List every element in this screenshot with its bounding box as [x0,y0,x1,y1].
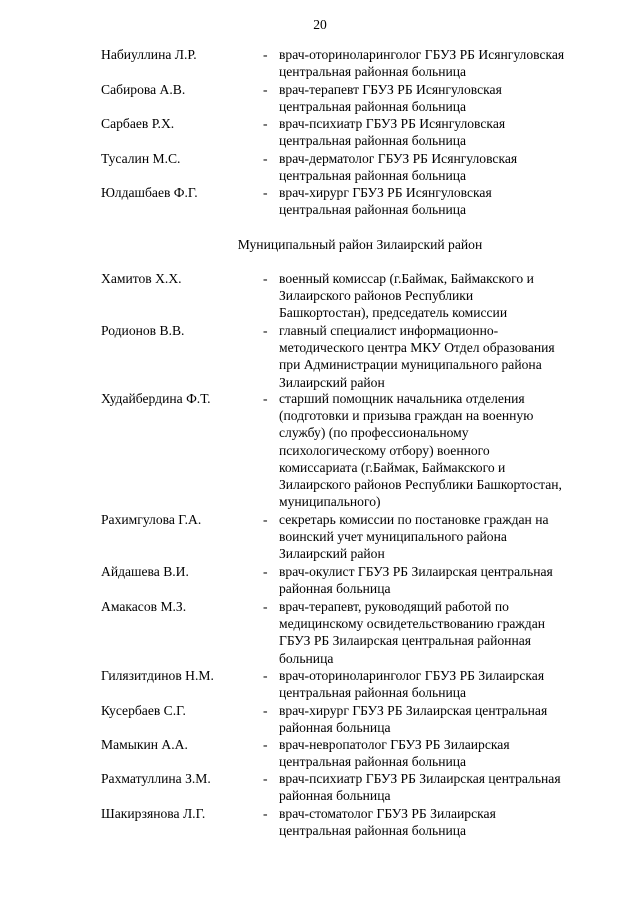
role-line: врач-дерматолог ГБУЗ РБ Исянгуловская [279,151,518,166]
role-line: медицинскому освидетельствованию граждан [279,616,546,632]
dash: - [263,771,268,786]
member-role [279,736,589,770]
dash: - [263,806,268,821]
role-line: врач-окулист ГБУЗ РБ Зилаирская центральная [279,564,553,579]
member-role [279,667,589,701]
role-line: врач-стоматолог ГБУЗ РБ Зилаирская [279,806,496,821]
role-line: врач-терапевт ГБУЗ РБ Исянгуловская [279,82,502,97]
member-role [279,511,589,563]
role-line: Зилаирский район [279,546,385,562]
role-line: врач-хирург ГБУЗ РБ Исянгуловская [279,185,492,200]
role-line: Зилаирского районов Республики [279,288,474,304]
role-line: военный комиссар (г.Баймак, Баймакского и [279,271,534,286]
member-name: Шакирзянова Л.Г. [101,806,206,821]
role-line: Зилаирский район [279,374,385,390]
role-line: центральная районная больница [279,202,467,218]
member-name: Сарбаев Р.Х. [101,116,175,131]
member-name: Хамитов Х.Х. [101,271,182,286]
member-role [279,563,589,597]
dash: - [263,564,268,579]
role-line: ГБУЗ РБ Зилаирская центральная районная [279,633,532,649]
member-role [279,598,589,667]
dash: - [263,151,268,166]
dash: - [263,512,268,527]
member-role [279,322,589,391]
member-role [279,81,589,115]
role-line: секретарь комиссии по постановке граждан на [279,512,549,527]
role-line: методического центра МКУ Отдел образования [279,340,555,356]
role-line: при Администрации муниципального района [279,357,542,373]
dash: - [263,323,268,338]
role-line: психологическому отбору) военного [279,442,490,458]
role-line: районная больница [279,720,391,736]
member-role [279,390,589,510]
dash: - [263,271,268,286]
role-line: врач-оториноларинголог ГБУЗ РБ Зилаирская [279,668,545,683]
member-role [279,702,589,736]
role-line: районная больница [279,581,391,597]
role-line: врач-психиатр ГБУЗ РБ Зилаирская центральная [279,771,561,786]
member-name: Айдашева В.И. [101,564,189,579]
member-name: Амакасов М.З. [101,599,187,614]
member-role [279,805,589,839]
role-line: главный специалист информационно- [279,323,499,338]
dash: - [263,703,268,718]
role-line: районная больница [279,788,391,804]
role-line: (подготовки и призыва граждан на военную [279,408,534,424]
role-line: центральная районная больница [279,168,467,184]
dash: - [263,599,268,614]
role-line: врач-терапевт, руководящий работой по [279,599,509,614]
role-line: центральная районная больница [279,133,467,149]
member-name: Мамыкин А.А. [101,737,188,752]
role-line: больница [279,650,334,666]
role-line: старший помощник начальника отделения [279,391,525,406]
member-name: Гилязитдинов Н.М. [101,668,214,683]
member-name: Рахимгулова Г.А. [101,512,202,527]
role-line: врач-психиатр ГБУЗ РБ Исянгуловская [279,116,506,131]
role-line: центральная районная больница [279,64,467,80]
member-name: Кусербаев С.Г. [101,703,186,718]
role-line: врач-хирург ГБУЗ РБ Зилаирская центральная [279,703,548,718]
member-role [279,184,589,218]
dash: - [263,391,268,406]
member-name: Юлдашбаев Ф.Г. [101,185,198,200]
member-name: Сабирова А.В. [101,82,186,97]
dash: - [263,185,268,200]
dash: - [263,82,268,97]
member-role [279,115,589,149]
role-line: Башкортостан), председатель комиссии [279,305,508,321]
role-line: комиссариата (г.Баймак, Баймакского и [279,459,506,475]
role-line: воинский учет муниципального района [279,529,507,545]
member-name: Тусалин М.С. [101,151,181,166]
role-line: центральная районная больница [279,685,467,701]
role-line: службу) (по профессиональному [279,425,469,441]
member-role [279,270,589,322]
role-line: центральная районная больница [279,823,467,839]
role-line: Зилаирского районов Республики Башкортостан, [279,477,562,493]
role-line: врач-невропатолог ГБУЗ РБ Зилаирская [279,737,510,752]
dash: - [263,116,268,131]
role-line: врач-оториноларинголог ГБУЗ РБ Исянгуловская [279,47,565,62]
member-name: Набиуллина Л.Р. [101,47,197,62]
section-heading: Муниципальный район Зилаирский район [237,237,483,252]
member-role [279,150,589,184]
member-name: Рахматуллина З.М. [101,771,211,786]
page-number: 20 [313,17,327,32]
member-role [279,770,589,804]
member-name: Родионов В.В. [101,323,185,338]
dash: - [263,47,268,62]
dash: - [263,737,268,752]
role-line: центральная районная больница [279,754,467,770]
role-line: муниципального) [279,494,381,510]
role-line: центральная районная больница [279,99,467,115]
dash: - [263,668,268,683]
member-name: Худайбердина Ф.Т. [101,391,211,406]
member-role [279,46,589,80]
